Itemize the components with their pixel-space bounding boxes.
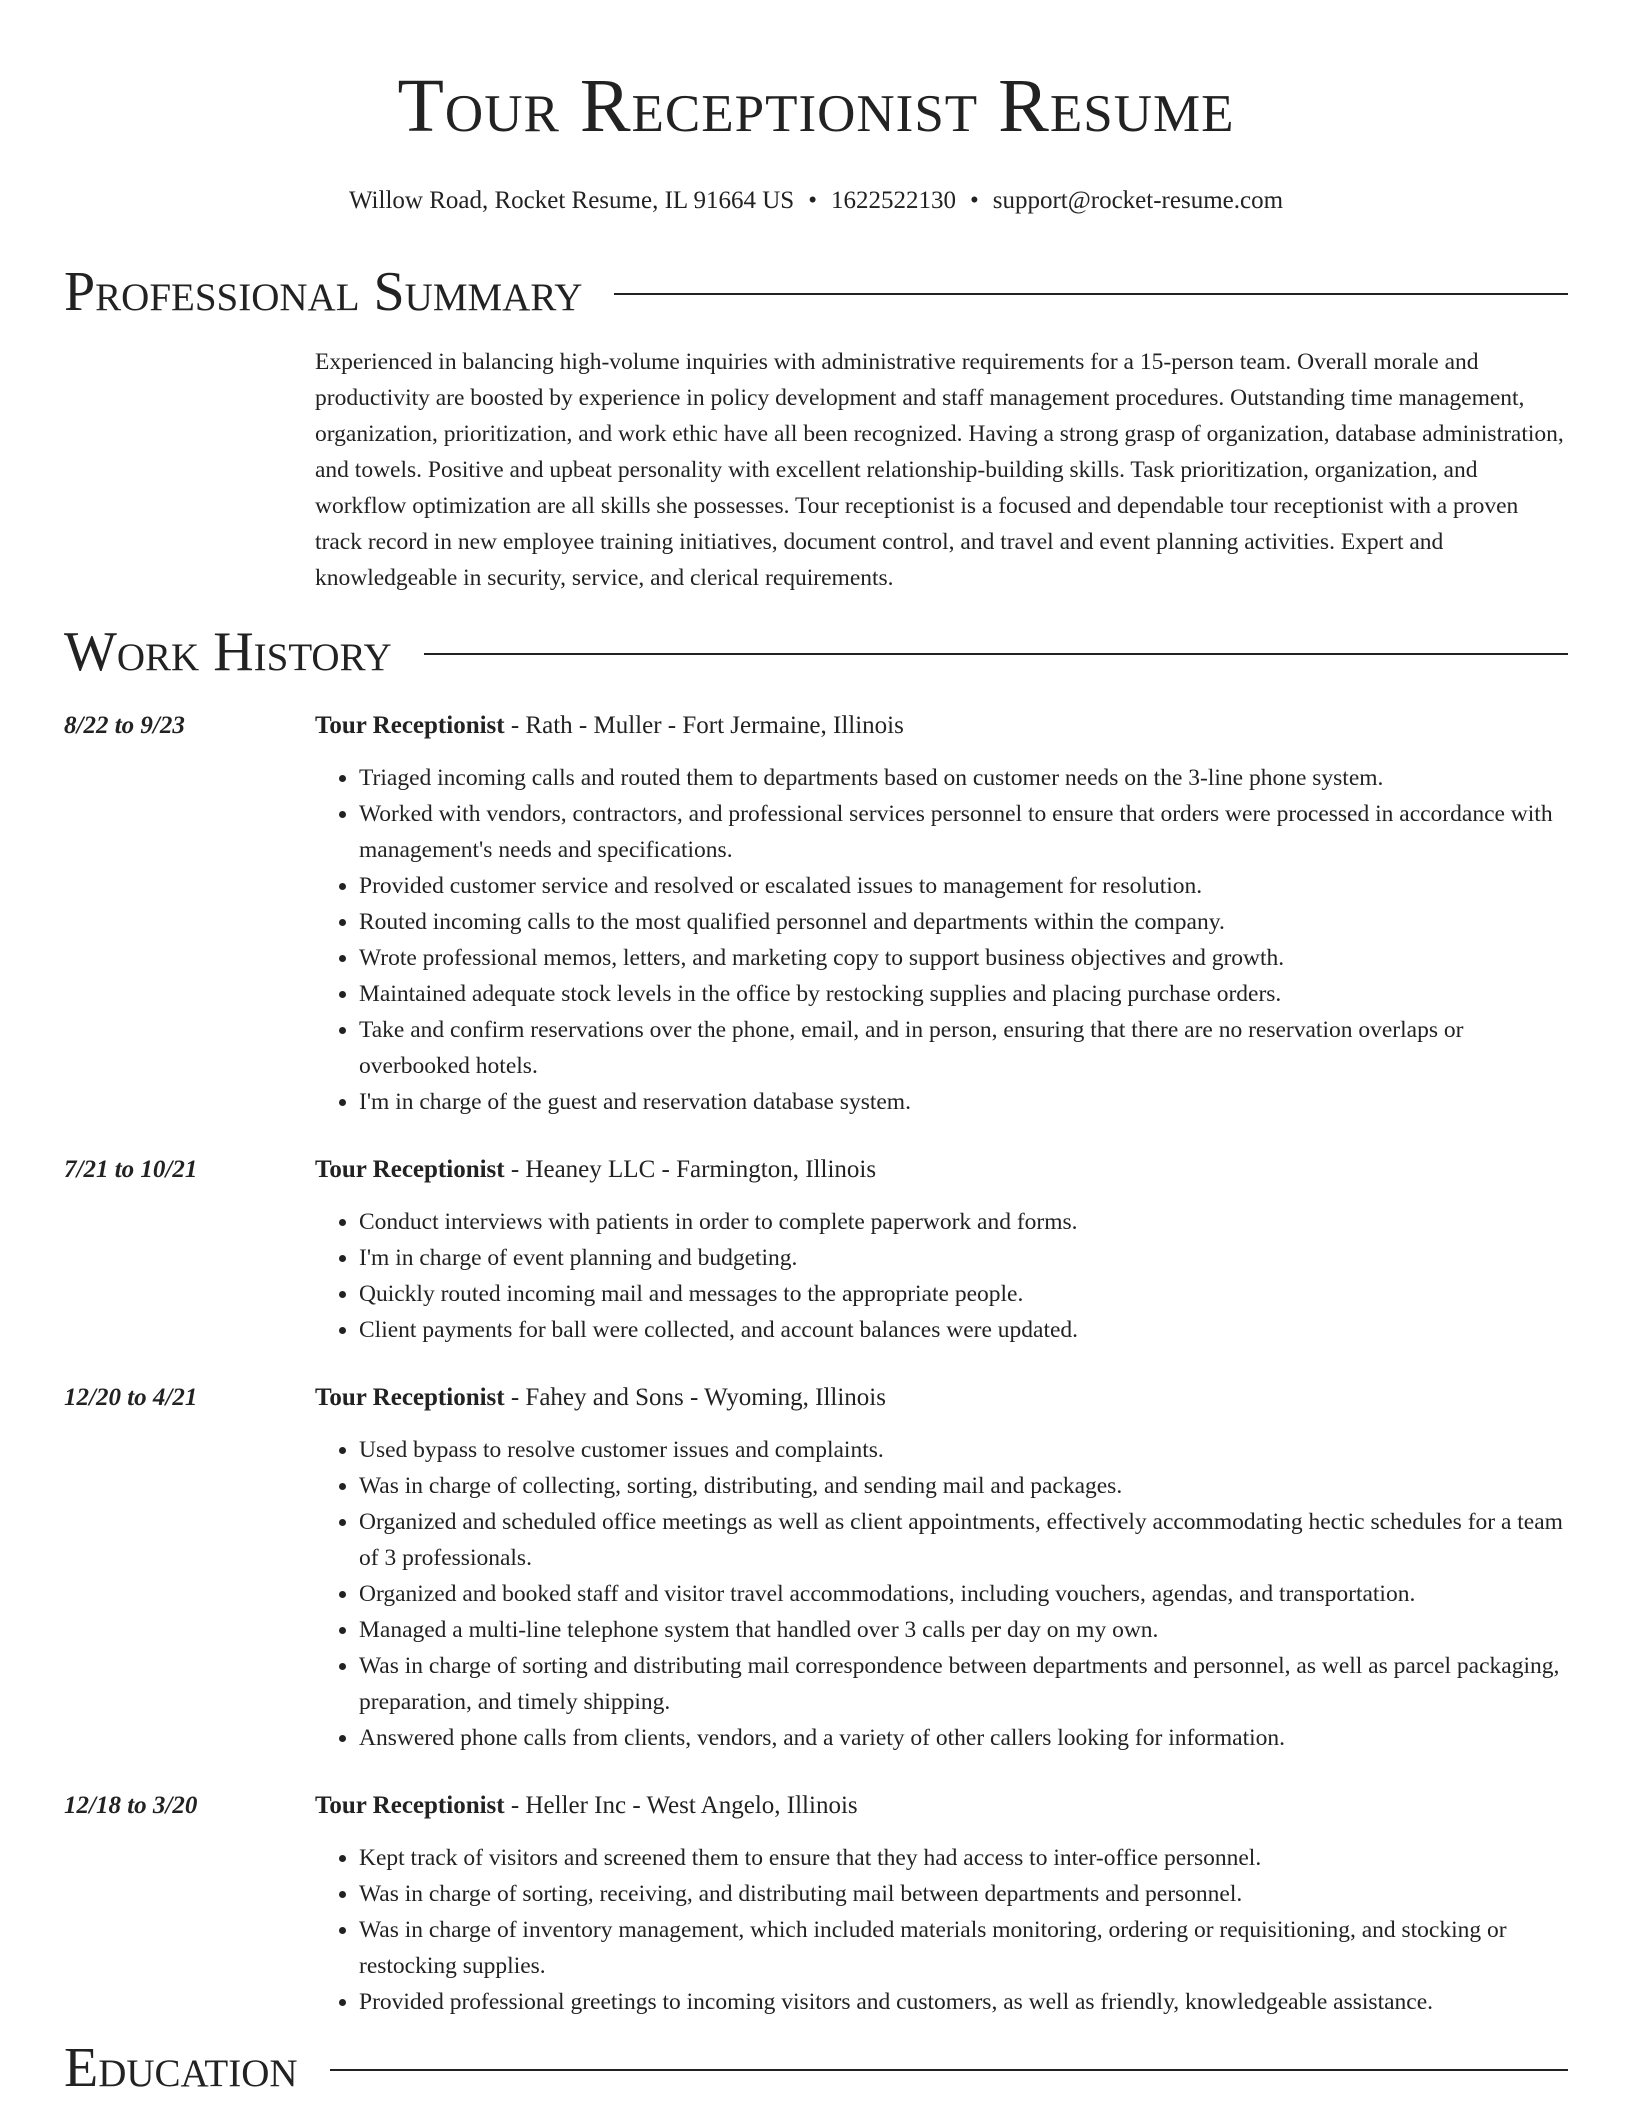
contact-address: Willow Road, Rocket Resume, IL 91664 US (348, 187, 795, 214)
contact-separator: • (808, 187, 817, 214)
job-bullet: • Worked with vendors, contractors, and professional services personnel to ensure that orders were processed in accordance with management's needs and specifications. (359, 796, 1568, 868)
contact-line (64, 186, 1568, 216)
job-bullet: • Used bypass to resolve customer issues and complaints. (359, 1432, 1568, 1468)
job-bullet: • Organized and scheduled office meetings as well as client appointments, effectively accommodating hectic schedules for a team of 3 professionals. (359, 1504, 1568, 1576)
job-dates: 8/22 to 9/23 (64, 711, 185, 739)
summary-text: Experienced in balancing high-volume inquiries with administrative requirements for a 15-person team. Overall morale and productivity are boosted by experience in policy development and staff management procedures. Outstanding time management, organization, prioritization, and work ethic have all been recognized. Having a strong grasp of organization, database administration, and towels. Positive and upbeat personality with excellent relationship-building skills. Task prioritization, organization, and workflow optimization are all skills she possesses. Tour receptionist is a focused and dependable tour receptionist with a proven track record in new employee training initiatives, document control, and travel and event planning activities. Expert and knowledgeable in security, service, and clerical requirements. (315, 349, 1564, 591)
education-section-header (64, 2036, 1568, 2100)
job-body (315, 1788, 1568, 2020)
section-divider (424, 653, 1568, 655)
job-company-location: - Rath - Muller - Fort Jermaine, Illinois (504, 711, 904, 739)
contact-email: support@rocket-resume.com (992, 187, 1284, 214)
job-title-line (315, 1152, 1568, 1188)
job-bullet-list (315, 760, 1568, 1120)
job-bullet: • Kept track of visitors and screened them to ensure that they had access to inter-office personnel. (359, 1840, 1568, 1876)
job-title-line (315, 1788, 1568, 1824)
section-divider (614, 293, 1568, 295)
job-entry (64, 708, 1568, 1120)
job-bullet: • Wrote professional memos, letters, and marketing copy to support business objectives and growth. (359, 940, 1568, 976)
education-heading: Education (64, 2036, 298, 2099)
summary-heading: Professional Summary (64, 261, 583, 323)
contact-phone: 1622522130 (830, 187, 956, 214)
job-title: Tour Receptionist (315, 1791, 505, 1819)
job-body (315, 1380, 1568, 1756)
job-bullet: • Was in charge of collecting, sorting, distributing, and sending mail and packages. (359, 1468, 1568, 1504)
job-title-line (315, 708, 1568, 744)
job-bullet-list (315, 1204, 1568, 1348)
job-entry (64, 1380, 1568, 1756)
job-bullet: • Was in charge of sorting, receiving, and distributing mail between departments and personnel. (359, 1876, 1568, 1912)
job-body (315, 708, 1568, 1120)
job-bullet: • Provided professional greetings to incoming visitors and customers, as well as friendly, knowledgeable assistance. (359, 1984, 1568, 2020)
job-entry (64, 1152, 1568, 1348)
job-company-location: - Fahey and Sons - Wyoming, Illinois (504, 1383, 886, 1411)
job-bullet: • Conduct interviews with patients in order to complete paperwork and forms. (359, 1204, 1568, 1240)
job-bullet: • Maintained adequate stock levels in the office by restocking supplies and placing purchase orders. (359, 976, 1568, 1012)
job-title: Tour Receptionist (315, 1155, 505, 1183)
job-bullet: • Routed incoming calls to the most qualified personnel and departments within the company. (359, 904, 1568, 940)
job-bullet-list (315, 1432, 1568, 1756)
job-bullet: • Organized and booked staff and visitor travel accommodations, including vouchers, agendas, and transportation. (359, 1576, 1568, 1612)
job-bullet: • Provided customer service and resolved or escalated issues to management for resolution. (359, 868, 1568, 904)
job-company-location: - Heaney LLC - Farmington, Illinois (504, 1155, 877, 1183)
job-bullet: • Was in charge of inventory management, which included materials monitoring, ordering or requisitioning, and stocking or restocking supplies. (359, 1912, 1568, 1984)
job-dates: 7/21 to 10/21 (64, 1155, 198, 1183)
job-title: Tour Receptionist (315, 711, 505, 739)
job-bullet: • Answered phone calls from clients, vendors, and a variety of other callers looking for information. (359, 1720, 1568, 1756)
work-heading: Work History (64, 620, 392, 683)
job-entry (64, 1788, 1568, 2020)
section-divider (330, 2069, 1568, 2071)
job-title-line (315, 1380, 1568, 1416)
job-bullet: • Triaged incoming calls and routed them to departments based on customer needs on the 3-line phone system. (359, 760, 1568, 796)
contact-separator: • (969, 187, 979, 214)
job-dates: 12/18 to 3/20 (64, 1791, 198, 1819)
job-company-location: - Heller Inc - West Angelo, Illinois (504, 1791, 858, 1819)
job-bullet: • I'm in charge of the guest and reservation database system. (359, 1084, 1568, 1120)
job-bullet: • Quickly routed incoming mail and messages to the appropriate people. (359, 1276, 1568, 1312)
job-bullet-list (315, 1840, 1568, 2020)
summary-section-header (64, 260, 1568, 324)
work-section-header (64, 620, 1568, 684)
job-dates: 12/20 to 4/21 (64, 1383, 198, 1411)
job-bullet: • Take and confirm reservations over the phone, email, and in person, ensuring that there are no reservation overlaps or overbooked hotels. (359, 1012, 1568, 1084)
job-title: Tour Receptionist (315, 1383, 505, 1411)
job-bullet: • Client payments for ball were collected, and account balances were updated. (359, 1312, 1568, 1348)
job-list (64, 708, 1568, 2020)
job-bullet: • I'm in charge of event planning and budgeting. (359, 1240, 1568, 1276)
job-bullet: • Managed a multi-line telephone system that handled over 3 calls per day on my own. (359, 1612, 1568, 1648)
resume-title: Tour Receptionist Resume (397, 64, 1235, 148)
job-bullet: • Was in charge of sorting and distributing mail correspondence between departments and personnel, as well as parcel packaging, preparation, and timely shipping. (359, 1648, 1568, 1720)
job-body (315, 1152, 1568, 1348)
